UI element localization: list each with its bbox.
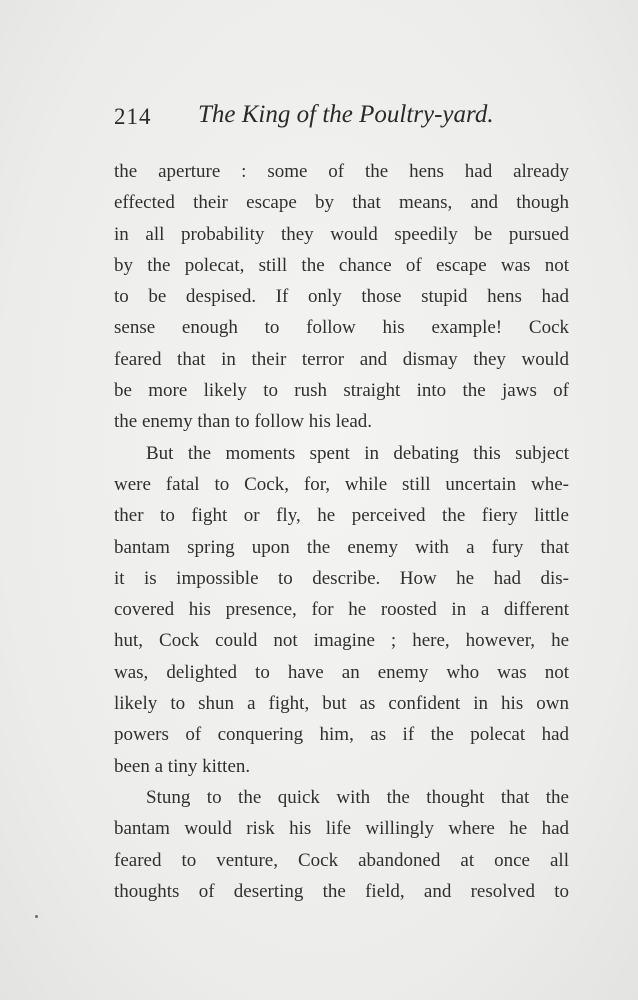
text-line: feared that in their terror and dismay they would bbox=[114, 348, 569, 370]
paper-speck bbox=[35, 915, 38, 918]
text-line: powers of conquering him, as if the polecat had bbox=[114, 724, 569, 746]
text-line: Stung to the quick with the thought that the bbox=[146, 786, 569, 808]
page-header bbox=[114, 101, 570, 140]
text-line: ther to fight or fly, he perceived the fiery little bbox=[114, 505, 569, 527]
running-title: The King of the Poultry-yard. bbox=[198, 101, 494, 128]
text-line: to be despised. If only those stupid hens had bbox=[114, 286, 569, 308]
page-number: 214 bbox=[114, 104, 152, 129]
text-line: the aperture : some of the hens had already bbox=[114, 161, 569, 182]
text-line: thoughts of deserting the field, and resolved to bbox=[114, 880, 569, 902]
text-line: the enemy than to follow his lead. bbox=[114, 411, 373, 433]
text-line: feared to venture, Cock abandoned at once all bbox=[114, 849, 569, 871]
text-line: hut, Cock could not imagine ; here, however, he bbox=[114, 630, 569, 652]
text-line: be more likely to rush straight into the jaws of bbox=[114, 380, 569, 402]
text-line: was, delighted to have an enemy who was not bbox=[114, 661, 569, 683]
text-line: it is impossible to describe. How he had dis- bbox=[114, 567, 569, 589]
text-line: covered his presence, for he roosted in a different bbox=[114, 599, 569, 621]
text-line: bantam spring upon the enemy with a fury that bbox=[114, 536, 569, 558]
body-text bbox=[114, 156, 569, 907]
text-line: by the polecat, still the chance of escape was not bbox=[114, 254, 569, 276]
text-line: been a tiny kitten. bbox=[114, 755, 251, 777]
text-line: bantam would risk his life willingly where he had bbox=[114, 818, 569, 840]
text-line: in all probability they would speedily be pursued bbox=[114, 223, 569, 245]
text-line: likely to shun a fight, but as confident in his own bbox=[114, 693, 569, 715]
text-line: were fatal to Cock, for, while still uncertain whe- bbox=[114, 473, 569, 495]
text-line: sense enough to follow his example! Cock bbox=[114, 317, 569, 339]
text-line: But the moments spent in debating this subject bbox=[146, 442, 569, 464]
text-line: effected their escape by that means, and though bbox=[114, 192, 569, 214]
